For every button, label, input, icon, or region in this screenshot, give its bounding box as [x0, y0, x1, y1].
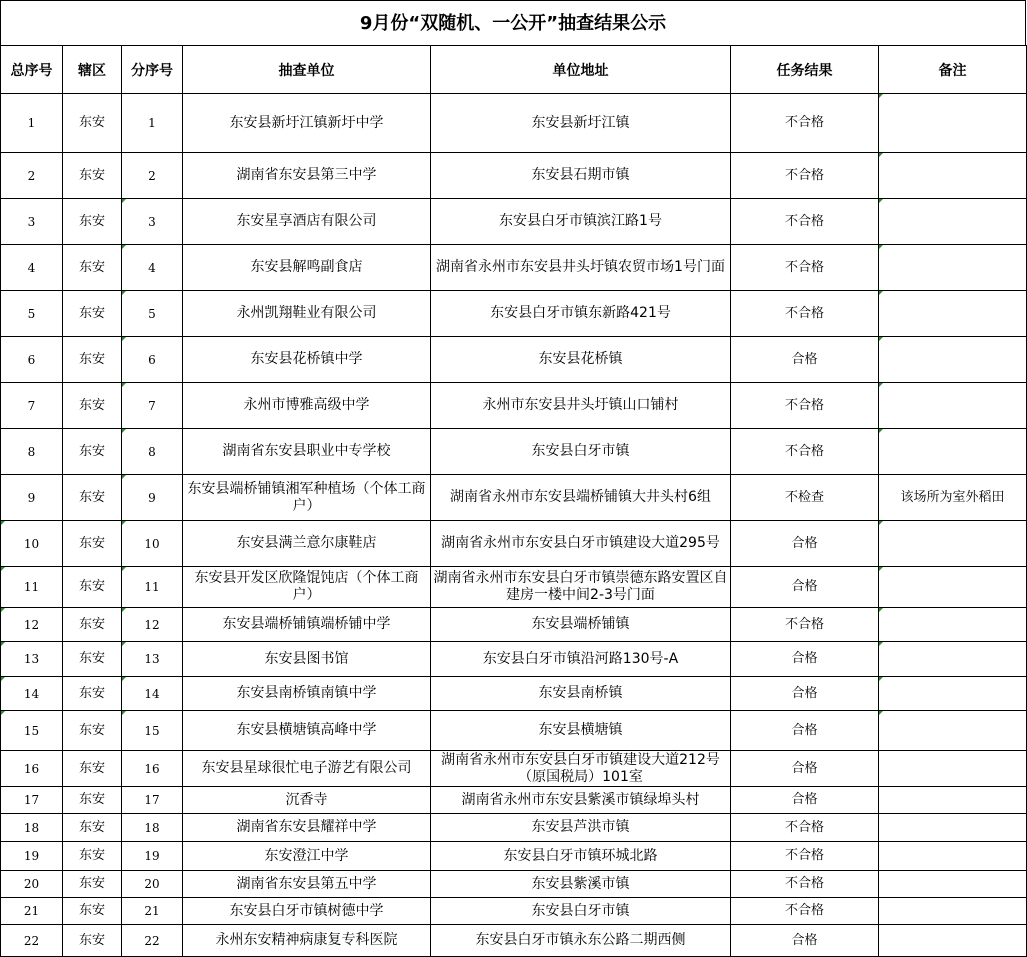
cell-unit: 湖南省东安县耀祥中学	[183, 814, 431, 842]
cell-result: 不合格	[731, 842, 879, 871]
header-unit: 抽查单位	[183, 46, 431, 94]
page-title: 9月份“双随机、一公开”抽查结果公示	[0, 0, 1026, 45]
cell-subseq: 19	[122, 842, 183, 871]
header-seq: 总序号	[1, 46, 63, 94]
cell-address: 东安县白牙市镇环城北路	[431, 842, 731, 871]
cell-district: 东安	[63, 608, 122, 642]
table-row	[1, 245, 1027, 291]
cell-subseq: 20	[122, 871, 183, 898]
cell-unit: 东安县星球很忙电子游艺有限公司	[183, 751, 431, 787]
cell-seq: 22	[1, 925, 63, 957]
cell-subseq: 17	[122, 787, 183, 814]
cell-unit: 东安县开发区欣隆馄饨店（个体工商户）	[183, 567, 431, 608]
cell-unit: 沉香寺	[183, 787, 431, 814]
cell-result: 合格	[731, 337, 879, 383]
cell-district: 东安	[63, 751, 122, 787]
cell-address: 湖南省永州市东安县白牙市镇建设大道295号	[431, 521, 731, 567]
cell-address: 东安县新圩江镇	[431, 94, 731, 153]
cell-unit: 永州凯翔鞋业有限公司	[183, 291, 431, 337]
cell-result: 合格	[731, 521, 879, 567]
table-row	[1, 383, 1027, 429]
table-row	[1, 898, 1027, 925]
cell-remark	[879, 521, 1027, 567]
cell-unit: 东安县满兰意尔康鞋店	[183, 521, 431, 567]
cell-remark	[879, 337, 1027, 383]
cell-result: 不检查	[731, 475, 879, 521]
cell-district: 东安	[63, 94, 122, 153]
cell-seq: 12	[1, 608, 63, 642]
cell-remark	[879, 567, 1027, 608]
cell-remark	[879, 842, 1027, 871]
cell-address: 东安县紫溪市镇	[431, 871, 731, 898]
cell-result: 不合格	[731, 608, 879, 642]
cell-address: 湖南省永州市东安县紫溪市镇绿埠头村	[431, 787, 731, 814]
cell-seq: 18	[1, 814, 63, 842]
cell-address: 湖南省永州市东安县端桥铺镇大井头村6组	[431, 475, 731, 521]
cell-remark	[879, 871, 1027, 898]
cell-address: 永州市东安县井头圩镇山口铺村	[431, 383, 731, 429]
table-row	[1, 751, 1027, 787]
table-row	[1, 677, 1027, 711]
cell-result: 不合格	[731, 429, 879, 475]
table-row	[1, 608, 1027, 642]
cell-district: 东安	[63, 842, 122, 871]
cell-unit: 东安县花桥镇中学	[183, 337, 431, 383]
cell-unit: 东安县图书馆	[183, 642, 431, 677]
header-remark: 备注	[879, 46, 1027, 94]
cell-remark	[879, 153, 1027, 199]
cell-district: 东安	[63, 429, 122, 475]
cell-address: 湖南省永州市东安县白牙市镇崇德东路安置区自建房一楼中间2-3号门面	[431, 567, 731, 608]
cell-result: 合格	[731, 567, 879, 608]
cell-district: 东安	[63, 245, 122, 291]
cell-subseq: 7	[122, 383, 183, 429]
cell-seq: 8	[1, 429, 63, 475]
cell-subseq: 8	[122, 429, 183, 475]
cell-seq: 13	[1, 642, 63, 677]
cell-remark	[879, 814, 1027, 842]
cell-remark	[879, 199, 1027, 245]
cell-unit: 东安星享酒店有限公司	[183, 199, 431, 245]
cell-unit: 东安县横塘镇高峰中学	[183, 711, 431, 751]
cell-unit: 东安县白牙市镇树德中学	[183, 898, 431, 925]
cell-district: 东安	[63, 291, 122, 337]
cell-subseq: 11	[122, 567, 183, 608]
cell-seq: 6	[1, 337, 63, 383]
cell-subseq: 1	[122, 94, 183, 153]
cell-seq: 5	[1, 291, 63, 337]
cell-subseq: 6	[122, 337, 183, 383]
cell-district: 东安	[63, 199, 122, 245]
table-row	[1, 199, 1027, 245]
cell-remark	[879, 711, 1027, 751]
table-row	[1, 814, 1027, 842]
table-row	[1, 842, 1027, 871]
cell-subseq: 9	[122, 475, 183, 521]
cell-seq: 20	[1, 871, 63, 898]
cell-unit: 湖南省东安县职业中专学校	[183, 429, 431, 475]
cell-unit: 东安县新圩江镇新圩中学	[183, 94, 431, 153]
cell-result: 合格	[731, 677, 879, 711]
cell-subseq: 14	[122, 677, 183, 711]
cell-address: 东安县花桥镇	[431, 337, 731, 383]
cell-remark	[879, 642, 1027, 677]
cell-district: 东安	[63, 475, 122, 521]
table-row	[1, 94, 1027, 153]
cell-seq: 21	[1, 898, 63, 925]
table-body	[1, 94, 1027, 957]
cell-subseq: 18	[122, 814, 183, 842]
cell-subseq: 3	[122, 199, 183, 245]
cell-district: 东安	[63, 677, 122, 711]
cell-address: 东安县白牙市镇	[431, 429, 731, 475]
cell-remark	[879, 925, 1027, 957]
cell-address: 东安县端桥铺镇	[431, 608, 731, 642]
cell-result: 不合格	[731, 871, 879, 898]
table-row	[1, 429, 1027, 475]
cell-district: 东安	[63, 153, 122, 199]
table-row	[1, 567, 1027, 608]
cell-unit: 湖南省东安县第三中学	[183, 153, 431, 199]
cell-district: 东安	[63, 925, 122, 957]
cell-subseq: 5	[122, 291, 183, 337]
cell-remark	[879, 383, 1027, 429]
cell-subseq: 15	[122, 711, 183, 751]
cell-seq: 14	[1, 677, 63, 711]
cell-district: 东安	[63, 642, 122, 677]
cell-unit: 永州东安精神病康复专科医院	[183, 925, 431, 957]
cell-remark	[879, 898, 1027, 925]
cell-remark	[879, 429, 1027, 475]
cell-address: 东安县白牙市镇东新路421号	[431, 291, 731, 337]
table-row	[1, 925, 1027, 957]
cell-subseq: 13	[122, 642, 183, 677]
cell-address: 东安县芦洪市镇	[431, 814, 731, 842]
cell-address: 湖南省永州市东安县白牙市镇建设大道212号（原国税局）101室	[431, 751, 731, 787]
cell-seq: 3	[1, 199, 63, 245]
cell-seq: 19	[1, 842, 63, 871]
cell-address: 东安县石期市镇	[431, 153, 731, 199]
cell-result: 不合格	[731, 245, 879, 291]
cell-result: 不合格	[731, 814, 879, 842]
cell-address: 东安县白牙市镇沿河路130号-A	[431, 642, 731, 677]
table-row	[1, 711, 1027, 751]
cell-seq: 10	[1, 521, 63, 567]
cell-address: 湖南省永州市东安县井头圩镇农贸市场1号门面	[431, 245, 731, 291]
cell-unit: 东安县南桥镇南镇中学	[183, 677, 431, 711]
header-row	[1, 46, 1027, 94]
cell-subseq: 2	[122, 153, 183, 199]
cell-result: 不合格	[731, 898, 879, 925]
cell-result: 不合格	[731, 153, 879, 199]
table-row	[1, 291, 1027, 337]
cell-subseq: 22	[122, 925, 183, 957]
cell-seq: 7	[1, 383, 63, 429]
cell-subseq: 4	[122, 245, 183, 291]
cell-seq: 15	[1, 711, 63, 751]
cell-result: 合格	[731, 711, 879, 751]
cell-remark	[879, 291, 1027, 337]
cell-subseq: 16	[122, 751, 183, 787]
cell-subseq: 21	[122, 898, 183, 925]
cell-address: 东安县白牙市镇滨江路1号	[431, 199, 731, 245]
cell-subseq: 10	[122, 521, 183, 567]
cell-unit: 东安县端桥铺镇端桥铺中学	[183, 608, 431, 642]
cell-remark	[879, 751, 1027, 787]
cell-seq: 1	[1, 94, 63, 153]
cell-remark	[879, 94, 1027, 153]
table-row	[1, 871, 1027, 898]
cell-subseq: 12	[122, 608, 183, 642]
cell-unit: 东安澄江中学	[183, 842, 431, 871]
cell-unit: 东安县解鸣副食店	[183, 245, 431, 291]
cell-district: 东安	[63, 567, 122, 608]
header-district: 辖区	[63, 46, 122, 94]
cell-district: 东安	[63, 814, 122, 842]
table-row	[1, 787, 1027, 814]
cell-result: 合格	[731, 925, 879, 957]
cell-result: 合格	[731, 787, 879, 814]
cell-address: 东安县横塘镇	[431, 711, 731, 751]
cell-result: 不合格	[731, 199, 879, 245]
cell-unit: 东安县端桥铺镇湘军种植场（个体工商户）	[183, 475, 431, 521]
cell-seq: 2	[1, 153, 63, 199]
cell-address: 东安县白牙市镇永东公路二期西侧	[431, 925, 731, 957]
cell-district: 东安	[63, 383, 122, 429]
cell-district: 东安	[63, 711, 122, 751]
cell-remark	[879, 608, 1027, 642]
table-row	[1, 642, 1027, 677]
cell-result: 合格	[731, 751, 879, 787]
cell-remark: 该场所为室外稻田	[879, 475, 1027, 521]
cell-result: 合格	[731, 642, 879, 677]
cell-seq: 4	[1, 245, 63, 291]
cell-remark	[879, 245, 1027, 291]
cell-unit: 湖南省东安县第五中学	[183, 871, 431, 898]
cell-result: 不合格	[731, 94, 879, 153]
table-row	[1, 153, 1027, 199]
cell-address: 东安县白牙市镇	[431, 898, 731, 925]
cell-remark	[879, 787, 1027, 814]
cell-district: 东安	[63, 521, 122, 567]
cell-district: 东安	[63, 337, 122, 383]
cell-seq: 17	[1, 787, 63, 814]
header-subseq: 分序号	[122, 46, 183, 94]
cell-district: 东安	[63, 871, 122, 898]
table-row	[1, 337, 1027, 383]
results-table	[0, 45, 1027, 957]
header-address: 单位地址	[431, 46, 731, 94]
cell-seq: 9	[1, 475, 63, 521]
table-row	[1, 475, 1027, 521]
cell-remark	[879, 677, 1027, 711]
cell-address: 东安县南桥镇	[431, 677, 731, 711]
cell-district: 东安	[63, 898, 122, 925]
cell-district: 东安	[63, 787, 122, 814]
header-result: 任务结果	[731, 46, 879, 94]
table-row	[1, 521, 1027, 567]
cell-unit: 永州市博雅高级中学	[183, 383, 431, 429]
cell-result: 不合格	[731, 291, 879, 337]
cell-result: 不合格	[731, 383, 879, 429]
cell-seq: 11	[1, 567, 63, 608]
cell-seq: 16	[1, 751, 63, 787]
